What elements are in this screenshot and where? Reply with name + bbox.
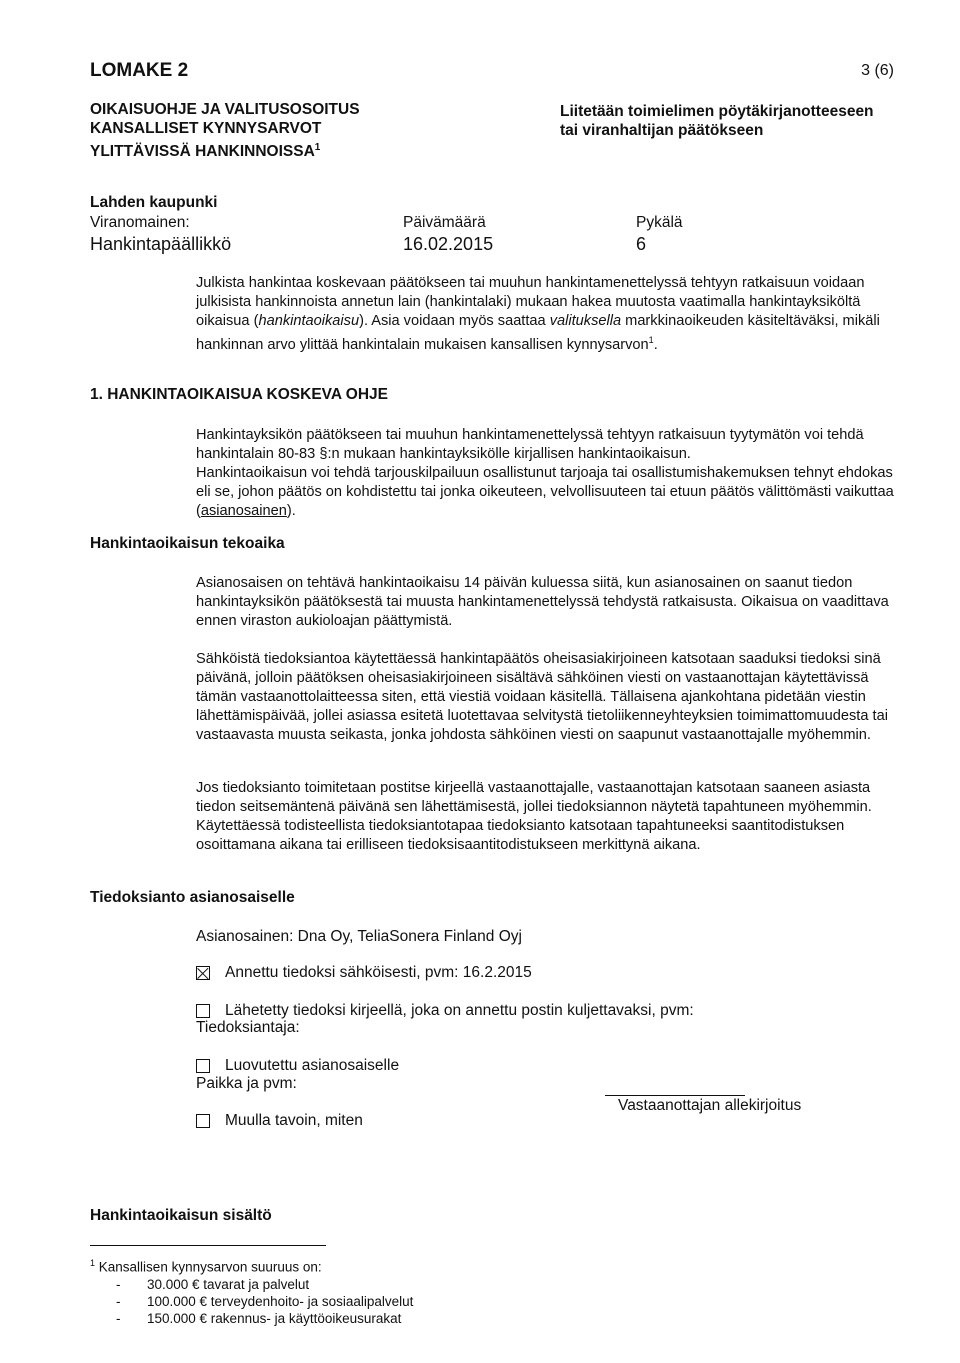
place-date-label: Paikka ja pvm: — [196, 1075, 297, 1092]
list-item: - 30.000 € tavarat ja palvelut — [90, 1276, 413, 1293]
checkbox-icon[interactable] — [196, 1059, 210, 1073]
title-line: OIKAISUOHJE JA VALITUSOSOITUS — [90, 101, 360, 118]
document-title — [90, 100, 360, 161]
title-line: YLITTÄVISSÄ HANKINNOISSA$^1$ — [90, 142, 321, 161]
authority-value: Hankintapäällikkö — [90, 234, 232, 254]
form-title: LOMAKE 2 — [90, 60, 189, 81]
note-line: Liitetään toimielimen pöytäkirjanotteeseen — [560, 103, 874, 120]
checkbox-checked-icon[interactable] — [196, 966, 210, 980]
checkbox-icon[interactable] — [196, 1114, 210, 1128]
notifier-label: Tiedoksiantaja: — [196, 1019, 300, 1036]
paragraph: Hankintayksikön päätökseen tai muuhun hankintamenettelyssä tehtyyn ratkaisuun tyytymätön voi tehdä hankintalain 80-83 §:n mukaan hankintayksikölle kirjallisen hankintaoikaisun. Hankintaoikaisun voi tehdä tarjouskilpailuun osallistunut tarjoaja tai osallistumishakemuksen tehnyt ehdokas eli se, johon päätös on kohdistettu tai jonka oikeuteen, velvollisuuteen tai etuun päätös välittömästi vaikuttaa (asianosainen). — [196, 427, 894, 519]
checkbox-icon[interactable] — [196, 1004, 210, 1018]
paragraph: Sähköistä tiedoksiantoa käytettäessä hankintapäätös oheisasiakirjoineen katsotaan saaduksi tiedoksi sinä päivänä, jolloin päätöksen oheisasiakirjoineen sisältävä sähköinen viesti on vastaanottajan käytettävissä tämän vastaanottolaitteessa siten, että viestiä voidaan käsitellä. Tällaisena ajankohtana pidetään viestin lähettämispäivää, jollei asiassa esitetä luotettavaa selvitystä tietoliikenneyhteyksien toimimattomuudesta tai vastaavasta muusta seikasta, jonka johdosta sähköinen viesti on saapunut vastaanottajalle myöhemmin. — [196, 651, 888, 743]
signature-label: Vastaanottajan allekirjoitus — [618, 1097, 802, 1114]
organization: Lahden kaupunki — [90, 194, 218, 211]
authority-label: Viranomainen: — [90, 214, 190, 231]
date-label: Päivämäärä — [403, 214, 486, 231]
section-value: 6 — [636, 234, 647, 254]
section-heading: 1. HANKINTAOIKAISUA KOSKEVA OHJE — [90, 386, 388, 403]
footnote-mark: 1 — [314, 142, 321, 153]
date-value: 16.02.2015 — [403, 234, 494, 254]
paragraph: Jos tiedoksianto toimitetaan postitse kirjeellä vastaanottajalle, vastaanottajan katsotaan saaneen asiasta tiedon seitsemäntenä päivänä sen lähettämisestä, jollei tiedoksiannon näytetä tapahtuneen myöhemmin. Käytettäessä todisteellista tiedoksiantotapaa tiedoksianto katsotaan tapahtuneeksi saantitodistuksen osoittamana aikana tai erilliseen tiedoksisaantitodistukseen merkittynä aikana. — [196, 780, 872, 853]
footnote-divider — [90, 1245, 326, 1246]
list-item: - 100.000 € terveydenhoito- ja sosiaalipalvelut — [90, 1293, 413, 1310]
party-line: Asianosainen: Dna Oy, TeliaSonera Finland Oyj — [196, 928, 522, 945]
deadline-heading: Hankintaoikaisun tekoaika — [90, 535, 285, 552]
option-letter[interactable]: Lähetetty tiedoksi kirjeellä, joka on annettu postin kuljettavaksi, pvm: — [196, 1002, 694, 1020]
note-line: tai viranhaltijan päätökseen — [560, 122, 764, 139]
page-number: 3 (6) — [861, 62, 894, 79]
option-other[interactable]: Muulla tavoin, miten — [196, 1112, 363, 1130]
list-item: - 150.000 € rakennus- ja käyttöoikeusurakat — [90, 1310, 413, 1327]
footnote: $^1$ Kansallisen kynnysarvon suuruus on: - 30.000 € tavarat ja palvelut - 100.000 € terveydenhoito- ja sosiaalipalvelut - 150.000 € rakennus- ja käyttöoikeusurakat — [90, 1255, 413, 1327]
option-handed-over[interactable]: Luovutettu asianosaiselle — [196, 1057, 399, 1075]
contents-heading: Hankintaoikaisun sisältö — [90, 1207, 272, 1224]
attachment-note — [560, 102, 874, 140]
paragraph: Asianosaisen on tehtävä hankintaoikaisu 14 päivän kuluessa siitä, kun asianosainen on saanut tiedon hankintayksikön päätöksestä tai muusta hankintamenettelyssä tehdystä ratkaisusta. Oikaisua on vaadittava ennen viraston aukioloajan päättymistä. — [196, 575, 889, 629]
section-label: Pykälä — [636, 214, 683, 231]
signature-line — [605, 1095, 745, 1096]
title-line: KANSALLISET KYNNYSARVOT — [90, 120, 322, 137]
option-electronic[interactable]: Annettu tiedoksi sähköisesti, pvm: 16.2.2015 — [196, 964, 532, 982]
intro-paragraph: Julkista hankintaa koskevaan päätökseen tai muuhun hankintamenettelyssä tehtyyn ratkaisuun voidaan julkisista hankinnoista annetun lain (hankintalaki) mukaan hakea muutosta vaatimalla hankintayksiköltä oikaisua (hankintaoikaisu). Asia voidaan myös saattaa valituksella markkinaoikeuden käsiteltäväksi, mikäli hankinnan arvo ylittää hankintalain mukaisen kansallisen kynnysarvon$^1$. — [196, 275, 880, 353]
notification-heading: Tiedoksianto asianosaiselle — [90, 889, 295, 906]
